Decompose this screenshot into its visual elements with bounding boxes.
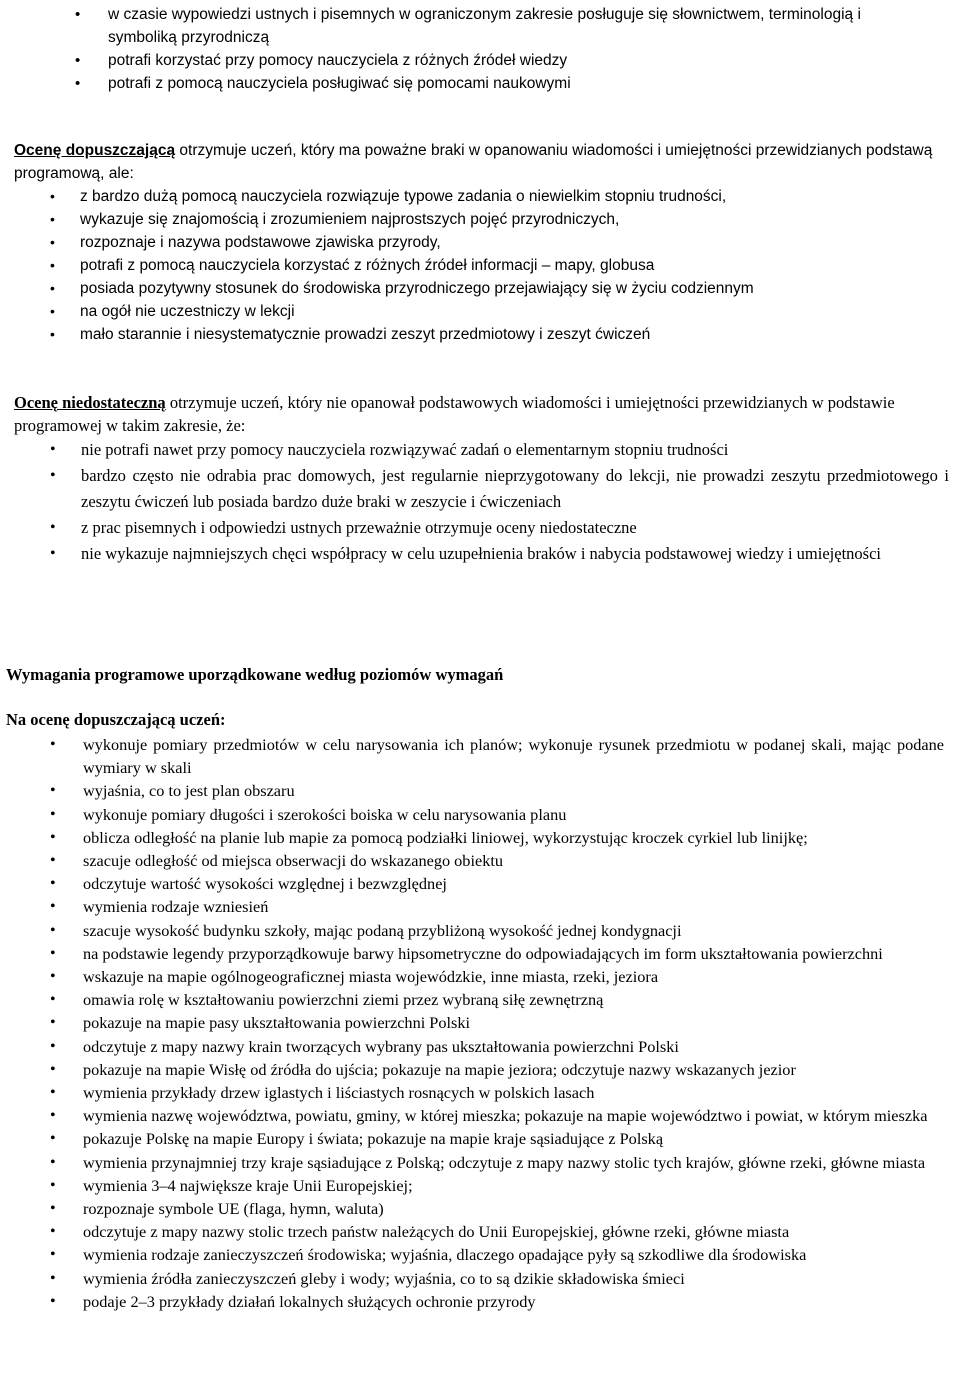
grade-label: Ocenę niedostateczną (14, 393, 166, 412)
requirements-subheading: Na ocenę dopuszczającą uczeń: (6, 710, 226, 729)
grade-niedostateczna-section (14, 391, 949, 567)
list-item: • rozpoznaje symbole UE (flaga, hymn, waluta) (0, 1197, 960, 1220)
list-item: • wymienia przynajmniej trzy kraje sąsiadujące z Polską; odczytuje z mapy nazwy stolic tych krajów, główne rzeki, główne miasta (0, 1151, 960, 1174)
list-item: • bardzo często nie odrabia prac domowych, jest regularnie nieprzygotowany do lekcji, nie prowadzi zeszytu przedmiotowego i zeszytu ćwiczeń lub posiada bardzo duże braki w zeszycie i ćwiczeniach (14, 463, 949, 515)
list-item: • odczytuje wartość wysokości względnej i bezwzględnej (0, 872, 960, 895)
list-item: • szacuje wysokość budynku szkoły, mając podaną przybliżoną wysokość jednej kondygnacji (0, 919, 960, 942)
requirements-heading: Wymagania programowe uporządkowane według poziomów wymagań (6, 665, 504, 684)
list-item: • z bardzo dużą pomocą nauczyciela rozwiązuje typowe zadania o niewielkim stopniu trudności, (14, 185, 949, 208)
grade-label: Ocenę dopuszczającą (14, 142, 176, 159)
list-item: • pokazuje na mapie Wisłę od źródła do ujścia; pokazuje na mapie jeziora; odczytuje nazwy wskazanych jezior (0, 1058, 960, 1081)
list-item: • na podstawie legendy przyporządkowuje barwy hipsometryczne do odpowiadających im form ukształtowania powierzchni (0, 942, 960, 965)
grade-criteria-list (14, 185, 949, 346)
list-item: • na ogół nie uczestniczy w lekcji (14, 300, 949, 323)
list-item: • z prac pisemnych i odpowiedzi ustnych przeważnie otrzymuje oceny niedostateczne (14, 515, 949, 541)
list-item: • szacuje odległość od miejsca obserwacji do wskazanego obiektu (0, 849, 960, 872)
list-item: • wyjaśnia, co to jest plan obszaru (0, 779, 960, 802)
grade-dopuszczajaca-section (14, 139, 949, 346)
grade-criteria-list (14, 437, 949, 567)
list-item: • omawia rolę w kształtowaniu powierzchni ziemi przez wybraną siłę zewnętrzną (0, 988, 960, 1011)
list-item: • potrafi korzystać przy pomocy nauczyciela z różnych źródeł wiedzy (0, 49, 960, 72)
list-item: • potrafi z pomocą nauczyciela korzystać z różnych źródeł informacji – mapy, globusa (14, 254, 949, 277)
top-bullet-list (0, 3, 960, 95)
list-item: • wymienia rodzaje wzniesień (0, 895, 960, 918)
list-item: • odczytuje z mapy nazwy krain tworzących wybrany pas ukształtowania powierzchni Polski (0, 1035, 960, 1058)
list-item: • w czasie wypowiedzi ustnych i pisemnych w ograniczonym zakresie posługuje się słownictwem, terminologią i symboliką przyrodniczą (0, 3, 960, 49)
list-item: • potrafi z pomocą nauczyciela posługiwać się pomocami naukowymi (0, 72, 960, 95)
list-item: • wykonuje pomiary przedmiotów w celu narysowania ich planów; wykonuje rysunek przedmiotu w podanej skali, mając podane wymiary w skali (0, 733, 960, 779)
list-item: • odczytuje z mapy nazwy stolic trzech państw należących do Unii Europejskiej, główne rzeki, główne miasta (0, 1220, 960, 1243)
list-item: • pokazuje na mapie pasy ukształtowania powierzchni Polski (0, 1011, 960, 1034)
list-item: • nie potrafi nawet przy pomocy nauczyciela rozwiązywać zadań o elementarnym stopniu trudności (14, 437, 949, 463)
list-item: • mało starannie i niesystematycznie prowadzi zeszyt przedmiotowy i zeszyt ćwiczeń (14, 323, 949, 346)
grade-intro-text: otrzymuje uczeń, który ma poważne braki w opanowaniu wiadomości i umiejętności przewidzianych podstawą programową, ale: (14, 142, 933, 182)
list-item: • posiada pozytywny stosunek do środowiska przyrodniczego przejawiający się w życiu codziennym (14, 277, 949, 300)
list-item: • wymienia przykłady drzew iglastych i liściastych rosnących w polskich lasach (0, 1081, 960, 1104)
list-item: • rozpoznaje i nazywa podstawowe zjawiska przyrody, (14, 231, 949, 254)
list-item: • nie wykazuje najmniejszych chęci współpracy w celu uzupełnienia braków i nabycia podstawowej wiedzy i umiejętności (14, 541, 949, 567)
list-item: • wykazuje się znajomością i zrozumieniem najprostszych pojęć przyrodniczych, (14, 208, 949, 231)
list-item: • wykonuje pomiary długości i szerokości boiska w celu narysowania planu (0, 803, 960, 826)
grade-intro-paragraph (14, 139, 949, 185)
grade-intro-text: otrzymuje uczeń, który nie opanował podstawowych wiadomości i umiejętności przewidzianych w podstawie programowej w takim zakresie, że: (14, 393, 895, 435)
list-item: • wymienia rodzaje zanieczyszczeń środowiska; wyjaśnia, dlaczego opadające pyły są szkodliwe dla środowiska (0, 1243, 960, 1266)
list-item: • wymienia nazwę województwa, powiatu, gminy, w której mieszka; pokazuje na mapie województwo i powiat, w którym mieszka (0, 1104, 960, 1127)
list-item: • oblicza odległość na planie lub mapie za pomocą podziałki liniowej, wykorzystując kroczek cyrkiel lub linijkę; (0, 826, 960, 849)
list-item: • wymienia 3–4 największe kraje Unii Europejskiej; (0, 1174, 960, 1197)
grade-intro-paragraph (14, 391, 949, 437)
list-item: • wymienia źródła zanieczyszczeń gleby i wody; wyjaśnia, co to są dzikie składowiska śmieci (0, 1267, 960, 1290)
list-item: • pokazuje Polskę na mapie Europy i świata; pokazuje na mapie kraje sąsiadujące z Polską (0, 1127, 960, 1150)
requirements-list (0, 733, 960, 1313)
list-item: • podaje 2–3 przykłady działań lokalnych służących ochronie przyrody (0, 1290, 960, 1313)
list-item: • wskazuje na mapie ogólnogeograficznej miasta wojewódzkie, inne miasta, rzeki, jeziora (0, 965, 960, 988)
